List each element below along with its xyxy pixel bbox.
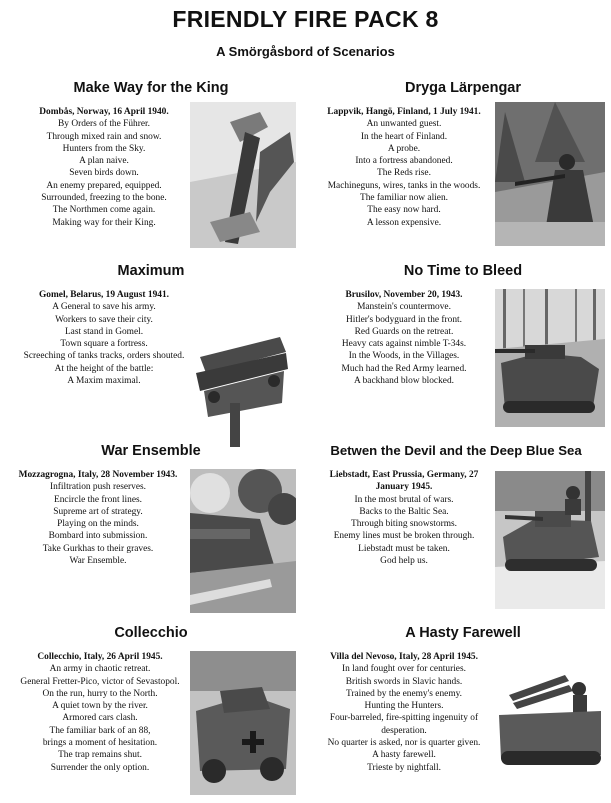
scenario-location-date: Lappvik, Hangö, Finland, 1 July 1941. <box>327 107 481 117</box>
scenario-line: By Orders of the Führer. <box>58 119 150 130</box>
scenario-line: Backs to the Baltic Sea. <box>359 506 449 517</box>
scenario-line: The Reds rise. <box>377 168 431 179</box>
scenario-line: No quarter is asked, nor is quarter given. <box>327 738 481 749</box>
scenario-text <box>312 106 496 229</box>
page-subtitle: A Smörgåsbord of Scenarios <box>216 44 395 59</box>
scenario-line: A plan naive. <box>79 156 129 167</box>
scenario-line: Armored cars clash. <box>62 713 138 724</box>
scenario-line: In the heart of Finland. <box>360 131 448 142</box>
tank-smoke-photo <box>190 469 296 613</box>
scenario-line: Making way for their King. <box>52 217 156 228</box>
scenario-text <box>2 651 198 774</box>
scenario-line: Workers to save their city. <box>55 314 153 325</box>
scenario-line: Four-barreled, fire-spitting ingenuity of desperation. <box>329 713 479 736</box>
scenario-location-date: Liebstadt, East Prussia, Germany, 27 January 1945. <box>329 470 479 493</box>
scenario-line: A backhand blow blocked. <box>354 376 454 387</box>
scenario-text <box>310 651 498 774</box>
aa-halftrack-photo <box>495 655 605 793</box>
scenario-line: The familiar bark of an 88, <box>49 725 151 736</box>
scenario-line: Encircle the front lines. <box>54 494 142 505</box>
scenario-line: British swords in Slavic hands. <box>345 676 463 687</box>
scenario-line: The trap remains shut. <box>58 750 142 761</box>
scenario-line: The familiar now alien. <box>360 193 448 204</box>
scenario-line: The easy now hard. <box>367 205 441 216</box>
scenario-line: In the most brutal of wars. <box>354 494 454 505</box>
scenario-line: Playing on the minds. <box>57 519 139 530</box>
scenario-line: Trieste by nightfall. <box>367 762 441 773</box>
scenario-line: The Northmen come again. <box>52 205 156 216</box>
scenario-title: A Hasty Farewell <box>405 625 521 641</box>
scenario-location-date: Dombås, Norway, 16 April 1940. <box>39 107 169 117</box>
scenario-text <box>6 289 202 387</box>
scenario-card <box>0 443 300 621</box>
scenario-location-date: Mozzagrogna, Italy, 28 November 1943. <box>18 470 178 480</box>
scenario-location-date: Collecchio, Italy, 26 April 1945. <box>37 652 163 662</box>
scenario-line: A probe. <box>387 143 421 154</box>
scenario-line: Screeching of tanks tracks, orders shouted. <box>23 351 185 362</box>
scenario-line: Machineguns, wires, tanks in the woods. <box>327 180 481 191</box>
scenario-title: Dryga Lärpengar <box>404 80 522 96</box>
scenario-line: Into a fortress abandoned. <box>355 156 453 167</box>
scenario-line: A lesson expensive. <box>366 217 442 228</box>
scenario-line: Heavy cats against nimble T-34s. <box>341 339 467 350</box>
scenario-line: Enemy lines must be broken through. <box>333 531 475 542</box>
scenario-line: In land fought over for centuries. <box>342 664 466 675</box>
crashed-aircraft-photo <box>190 102 296 248</box>
scenario-card <box>0 263 300 441</box>
scenario-line: Last stand in Gomel. <box>64 326 144 337</box>
page-title: FRIENDLY FIRE PACK 8 <box>172 6 439 32</box>
scenario-line: General Fretter-Pico, victor of Sevastopol. <box>20 676 180 687</box>
scenario-line: War Ensemble. <box>69 556 127 567</box>
scenario-title: Collecchio <box>114 625 188 641</box>
scenario-line: A hasty farewell. <box>372 750 436 761</box>
scenario-card <box>306 625 606 803</box>
scenario-line: An unwanted guest. <box>366 119 442 130</box>
scenario-line: Trained by the enemy's enemy. <box>345 688 463 699</box>
scenario-card <box>306 263 606 441</box>
scenario-location-date: Brusilov, November 20, 1943. <box>345 290 463 300</box>
scenario-card <box>306 443 606 621</box>
scenario-line: A General to save his army. <box>52 302 156 313</box>
tank-in-woods-photo <box>495 289 605 427</box>
scenario-line: At the height of the battle: <box>54 363 154 374</box>
scenario-line: Supreme art of strategy. <box>53 506 143 517</box>
scenario-line: Infiltration push reserves. <box>49 482 147 493</box>
scenario-text <box>312 469 496 567</box>
scenario-line: An enemy prepared, equipped. <box>46 180 162 191</box>
scenario-line: Manstein's countermove. <box>357 302 451 313</box>
scenario-line: Hitler's bodyguard in the front. <box>346 314 462 325</box>
scenario-line: A Maxim maximal. <box>67 376 141 387</box>
scenario-title: No Time to Bleed <box>403 263 523 279</box>
scenario-title: War Ensemble <box>101 443 201 459</box>
scenario-text <box>314 289 494 387</box>
scenario-title: Maximum <box>117 263 185 279</box>
scenario-line: Through mixed rain and snow. <box>46 131 162 142</box>
scenario-card <box>306 80 606 258</box>
scenario-line: A quiet town by the river. <box>52 701 148 712</box>
scenario-location-date: Gomel, Belarus, 19 August 1941. <box>39 290 169 300</box>
scenario-line: Through biting snowstorms. <box>351 519 457 530</box>
scenario-text <box>14 106 194 229</box>
quad-maxim-gun-photo <box>190 307 296 447</box>
scenario-card <box>0 625 300 803</box>
scenario-location-date: Villa del Nevoso, Italy, 28 April 1945. <box>330 652 478 662</box>
scenario-line: Surrounded, freezing to the bone. <box>41 193 167 204</box>
scenario-text <box>4 469 192 567</box>
scenario-line: Surrender the only option. <box>50 762 150 773</box>
scenario-line: Red Guards on the retreat. <box>354 326 454 337</box>
scenario-line: Take Gurkhas to their graves. <box>42 543 154 554</box>
scenario-title: Make Way for the King <box>73 80 229 96</box>
scenario-line: God help us. <box>380 556 428 567</box>
soldier-in-forest-photo <box>495 102 605 246</box>
scenario-line: Bombard into submission. <box>48 531 148 542</box>
scenario-line: Hunting the Hunters. <box>364 701 444 712</box>
scenario-line: brings a moment of hesitation. <box>42 738 158 749</box>
scenario-line: On the run, hurry to the North. <box>42 688 158 699</box>
scenario-line: Much had the Red Army learned. <box>341 363 467 374</box>
scenario-title: Betwen the Devil and the Deep Blue Sea <box>330 443 582 458</box>
scenario-line: An army in chaotic retreat. <box>49 664 151 675</box>
scenario-line: Seven birds down. <box>69 168 139 179</box>
scenario-line: Hunters from the Sky. <box>62 143 146 154</box>
scenario-line: Liebstadt must be taken. <box>358 543 450 554</box>
armored-car-photo <box>190 651 296 795</box>
scenario-line: In the Woods, in the Villages. <box>348 351 460 362</box>
tank-in-snow-photo <box>495 471 605 609</box>
scenario-card <box>0 80 300 258</box>
scenario-line: Town square a fortress. <box>60 339 148 350</box>
